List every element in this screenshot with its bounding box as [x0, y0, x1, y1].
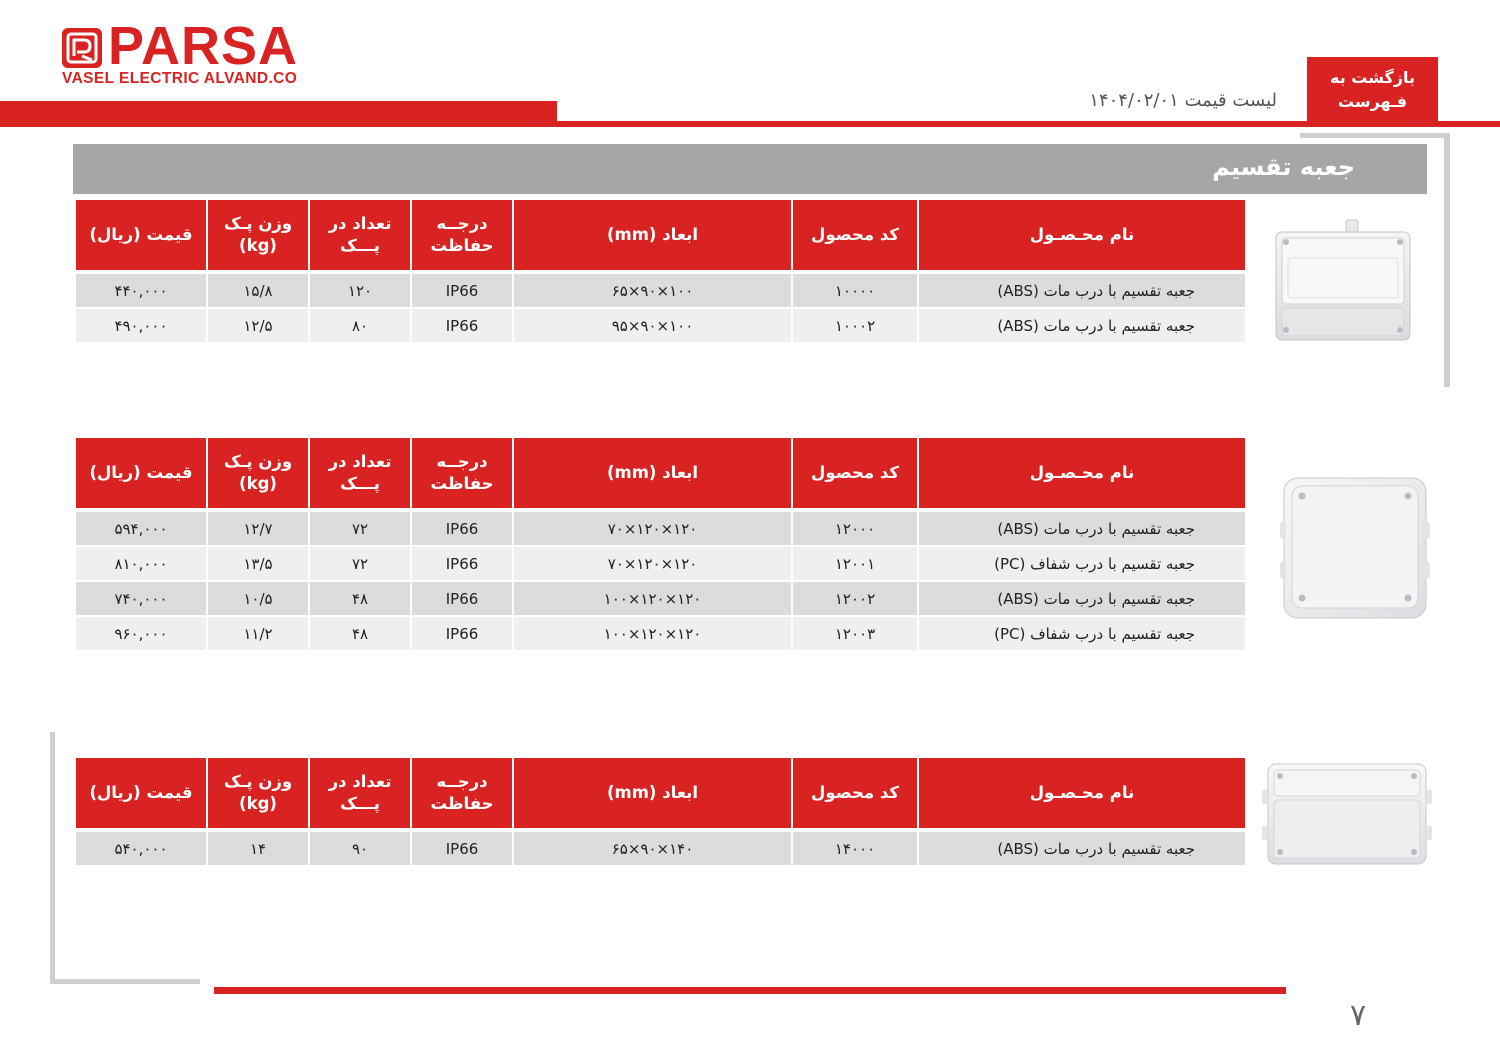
col-header-name: نام محـصـول — [919, 200, 1245, 274]
logo-wordmark: PARSA — [108, 16, 299, 76]
cell-pack: ۴۸ — [310, 617, 410, 652]
cell-pack: ۱۲۰ — [310, 274, 410, 309]
logo-subtitle: VASEL ELECTRIC ALVAND.CO — [62, 70, 298, 87]
col-header-dims: ابعاد (mm) — [514, 758, 791, 832]
cell-ip: IP66 — [412, 274, 512, 309]
product-table-2 — [74, 438, 1247, 652]
cell-weight: ۱۲/۵ — [208, 309, 308, 344]
cell-dims: ۱۰۰×۹۰×۶۵ — [514, 274, 791, 309]
col-header-code: کد محصول — [793, 758, 917, 832]
table-row — [76, 832, 1245, 867]
cell-ip: IP66 — [412, 547, 512, 582]
junction-box-100x90-image — [1272, 218, 1414, 346]
cell-dims: ۱۰۰×۹۰×۹۵ — [514, 309, 791, 344]
cell-pack: ۸۰ — [310, 309, 410, 344]
cell-ip: IP66 — [412, 832, 512, 867]
col-header-pack: تعداد در پـــک — [310, 758, 410, 832]
cell-dims: ۱۲۰×۱۲۰×۱۰۰ — [514, 582, 791, 617]
section-title: جعبه تقسیم — [1212, 153, 1355, 181]
header-red-bar-left — [0, 101, 557, 127]
cell-weight: ۱۱/۲ — [208, 617, 308, 652]
col-header-code: کد محصول — [793, 438, 917, 512]
col-header-price: قیمت (ریال) — [76, 200, 206, 274]
table-row — [76, 547, 1245, 582]
cell-name: جعبه تقسیم با درب مات (ABS) — [919, 274, 1245, 309]
price-list-date: لیست قیمت ۱۴۰۴/۰۲/۰۱ — [1089, 90, 1277, 111]
col-header-weight: وزن پـک (kg) — [208, 438, 308, 512]
cell-ip: IP66 — [412, 617, 512, 652]
cell-code: ۱۲۰۰۲ — [793, 582, 917, 617]
table-row — [76, 512, 1245, 547]
cell-name: جعبه تقسیم با درب مات (ABS) — [919, 582, 1245, 617]
col-header-ip: درجــه حفاظت — [412, 438, 512, 512]
frame-line-right — [1444, 133, 1450, 387]
cell-pack: ۷۲ — [310, 547, 410, 582]
table-row — [76, 617, 1245, 652]
cell-ip: IP66 — [412, 309, 512, 344]
product-table-3 — [74, 758, 1247, 867]
col-header-name: نام محـصـول — [919, 758, 1245, 832]
cell-price: ۵۹۴,۰۰۰ — [76, 512, 206, 547]
cell-dims: ۱۲۰×۱۲۰×۱۰۰ — [514, 617, 791, 652]
cell-name: جعبه تقسیم با درب مات (ABS) — [919, 309, 1245, 344]
frame-line-left — [50, 732, 55, 984]
cell-pack: ۹۰ — [310, 832, 410, 867]
cell-ip: IP66 — [412, 512, 512, 547]
cell-name: جعبه تقسیم با درب شفاف (PC) — [919, 617, 1245, 652]
cell-name: جعبه تقسیم با درب شفاف (PC) — [919, 547, 1245, 582]
cell-price: ۷۴۰,۰۰۰ — [76, 582, 206, 617]
cell-ip: IP66 — [412, 582, 512, 617]
cell-dims: ۱۴۰×۹۰×۶۵ — [514, 832, 791, 867]
cell-code: ۱۰۰۰۰ — [793, 274, 917, 309]
frame-line-top-right — [1300, 133, 1450, 138]
cell-weight: ۱۴ — [208, 832, 308, 867]
col-header-weight: وزن پـک (kg) — [208, 758, 308, 832]
cell-name: جعبه تقسیم با درب مات (ABS) — [919, 832, 1245, 867]
col-header-dims: ابعاد (mm) — [514, 438, 791, 512]
table-row — [76, 309, 1245, 344]
cell-code: ۱۲۰۰۳ — [793, 617, 917, 652]
cell-price: ۴۴۰,۰۰۰ — [76, 274, 206, 309]
cell-weight: ۱۳/۵ — [208, 547, 308, 582]
product-table-1 — [74, 200, 1247, 344]
cell-weight: ۱۵/۸ — [208, 274, 308, 309]
table-row — [76, 582, 1245, 617]
col-header-name: نام محـصـول — [919, 438, 1245, 512]
cell-price: ۴۹۰,۰۰۰ — [76, 309, 206, 344]
section-header-bar — [73, 144, 1427, 194]
cell-code: ۱۲۰۰۱ — [793, 547, 917, 582]
cell-weight: ۱۰/۵ — [208, 582, 308, 617]
col-header-pack: تعداد در پـــک — [310, 200, 410, 274]
col-header-ip: درجــه حفاظت — [412, 758, 512, 832]
col-header-pack: تعداد در پـــک — [310, 438, 410, 512]
col-header-ip: درجــه حفاظت — [412, 200, 512, 274]
cell-pack: ۴۸ — [310, 582, 410, 617]
cell-price: ۹۶۰,۰۰۰ — [76, 617, 206, 652]
cell-code: ۱۲۰۰۰ — [793, 512, 917, 547]
table-row — [76, 274, 1245, 309]
cell-pack: ۷۲ — [310, 512, 410, 547]
parsa-logo — [60, 16, 320, 92]
col-header-dims: ابعاد (mm) — [514, 200, 791, 274]
cell-price: ۵۴۰,۰۰۰ — [76, 832, 206, 867]
cell-weight: ۱۲/۷ — [208, 512, 308, 547]
frame-line-bottom-left — [50, 979, 200, 984]
cell-price: ۸۱۰,۰۰۰ — [76, 547, 206, 582]
col-header-weight: وزن پـک (kg) — [208, 200, 308, 274]
cell-code: ۱۰۰۰۲ — [793, 309, 917, 344]
cell-dims: ۱۲۰×۱۲۰×۷۰ — [514, 512, 791, 547]
back-to-index-button[interactable]: بازگشت به فـهرست — [1307, 57, 1438, 123]
junction-box-120x120-image — [1280, 472, 1430, 622]
cell-dims: ۱۲۰×۱۲۰×۷۰ — [514, 547, 791, 582]
cell-name: جعبه تقسیم با درب مات (ABS) — [919, 512, 1245, 547]
col-header-code: کد محصول — [793, 200, 917, 274]
footer-red-bar — [214, 987, 1286, 994]
col-header-price: قیمت (ریال) — [76, 758, 206, 832]
junction-box-140x90-image — [1262, 760, 1432, 868]
parsa-logo-mark-icon — [60, 26, 104, 70]
cell-code: ۱۴۰۰۰ — [793, 832, 917, 867]
col-header-price: قیمت (ریال) — [76, 438, 206, 512]
page-number: ۷ — [1350, 998, 1367, 1033]
